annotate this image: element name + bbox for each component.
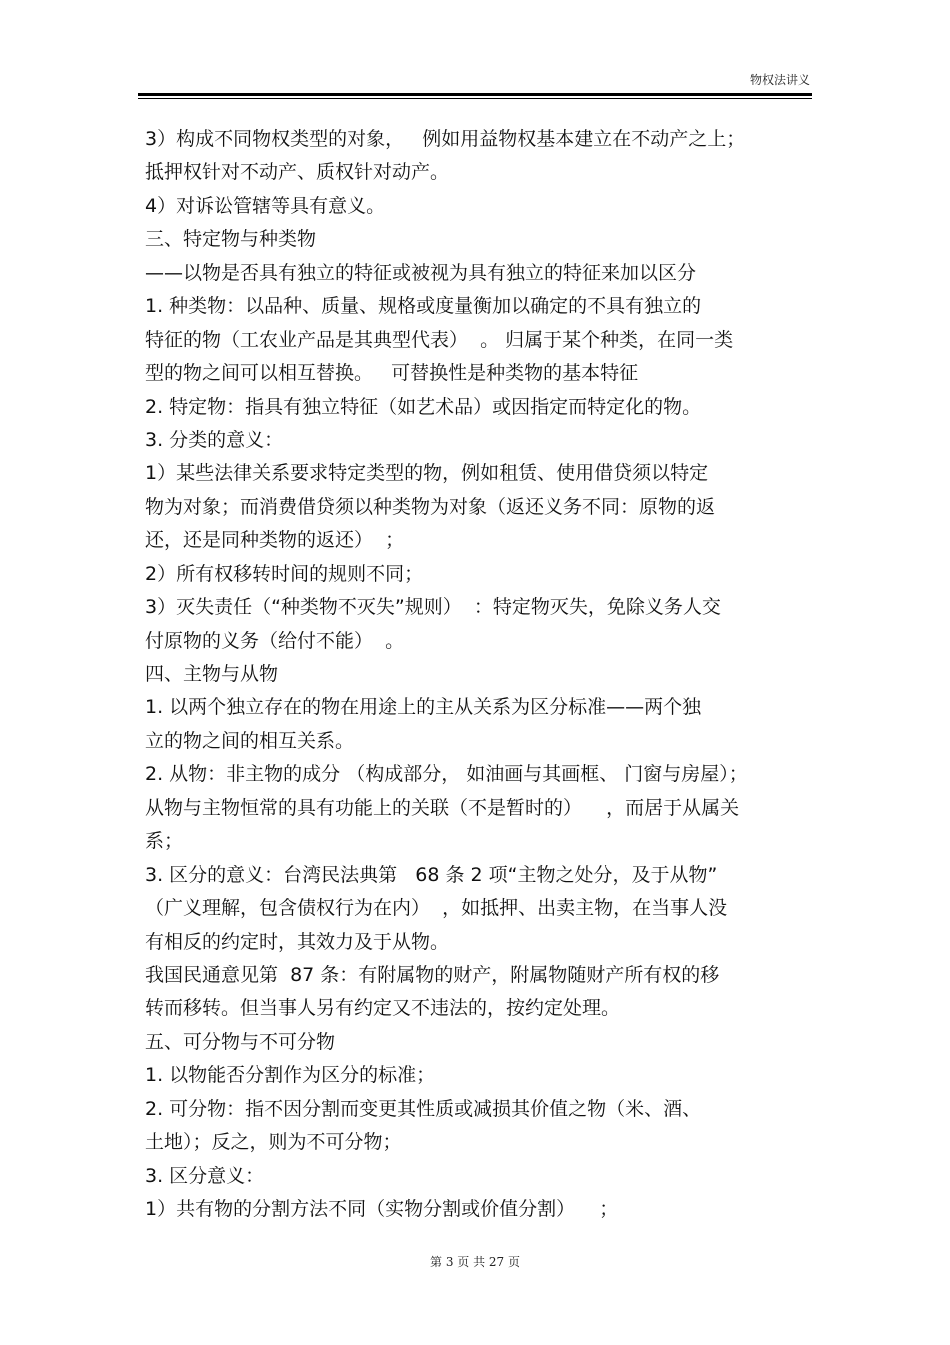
document-header-title: 物权法讲义 bbox=[749, 73, 810, 87]
text-line: 2. 从物：非主物的成分 （构成部分， 如油画与其画框、 门窗与房屋）； bbox=[145, 763, 748, 786]
text-line: （广义理解，包含债权行为在内） ，如抵押、出卖主物，在当事人没 bbox=[145, 897, 728, 920]
text-line: 1）共有物的分割方法不同（实物分割或价值分割） ； bbox=[145, 1198, 619, 1220]
document-body bbox=[145, 123, 815, 1226]
text-line: 特征的物（工农业产品是其典型代表） 。 归属于某个种类，在同一类 bbox=[145, 328, 734, 351]
header-rule-thick bbox=[138, 93, 812, 96]
text-line: ——以物是否具有独立的特征或被视为具有独立的特征来加以区分 bbox=[145, 261, 697, 284]
text-line: 型的物之间可以相互替换。 可替换性是种类物的基本特征 bbox=[145, 362, 639, 385]
text-line: 2. 特定物：指具有独立特征（如艺术品）或因指定而特定化的物。 bbox=[145, 395, 702, 418]
text-line: 1. 以物能否分割作为区分的标准； bbox=[145, 1064, 436, 1087]
text-line: 3）灭失责任（“种类物不灭失”规则） ：特定物灭失，免除义务人交 bbox=[145, 596, 721, 619]
text-line: 立的物之间的相互关系。 bbox=[145, 729, 355, 752]
text-line: 付原物的义务（给付不能） 。 bbox=[145, 629, 405, 652]
text-line: 从物与主物恒常的具有功能上的关联（不是暂时的） ，而居于从属关 bbox=[145, 796, 740, 819]
text-line: 3）构成不同物权类型的对象， 例如用益物权基本建立在不动产之上； bbox=[145, 128, 746, 150]
header-rule-thin bbox=[138, 98, 812, 99]
section-heading: 三、特定物与种类物 bbox=[145, 228, 317, 251]
text-line: 土地）；反之，则为不可分物； bbox=[145, 1131, 402, 1154]
text-line: 2）所有权移转时间的规则不同； bbox=[145, 562, 424, 585]
text-line: 3. 区分的意义：台湾民法典第 68 条 2 项“主物之处分，及于从物” bbox=[145, 863, 718, 886]
text-line: 转而移转。但当事人另有约定又不违法的，按约定处理。 bbox=[145, 997, 621, 1020]
text-line: 1. 以两个独立存在的物在用途上的主从关系为区分标准——两个独 bbox=[145, 696, 702, 719]
page-number-footer: 第 3 页 共 27 页 bbox=[430, 1255, 520, 1269]
text-line: 物为对象；而消费借贷须以种类物为对象（返还义务不同：原物的返 bbox=[145, 495, 716, 518]
text-line: 2. 可分物：指不因分割而变更其性质或减损其价值之物（米、酒、 bbox=[145, 1097, 702, 1120]
text-line: 1. 种类物：以品种、质量、规格或度量衡加以确定的不具有独立的 bbox=[145, 295, 702, 318]
section-heading: 四、主物与从物 bbox=[145, 663, 279, 685]
section-heading: 五、可分物与不可分物 bbox=[145, 1030, 336, 1053]
text-line: 系； bbox=[145, 830, 184, 853]
text-line: 有相反的约定时，其效力及于从物。 bbox=[145, 930, 450, 953]
text-line: 3. 分类的意义： bbox=[145, 428, 284, 451]
text-line: 我国民通意见第 87 条：有附属物的财产，附属物随财产所有权的移 bbox=[145, 963, 720, 986]
text-line: 3. 区分意义： bbox=[145, 1164, 265, 1187]
text-line: 1）某些法律关系要求特定类型的物，例如租赁、使用借贷须以特定 bbox=[145, 462, 709, 485]
text-line: 4）对诉讼管辖等具有意义。 bbox=[145, 194, 386, 217]
text-line: 抵押权针对不动产、质权针对动产。 bbox=[145, 161, 450, 184]
text-line: 还，还是同种类物的返还） ； bbox=[145, 529, 405, 552]
